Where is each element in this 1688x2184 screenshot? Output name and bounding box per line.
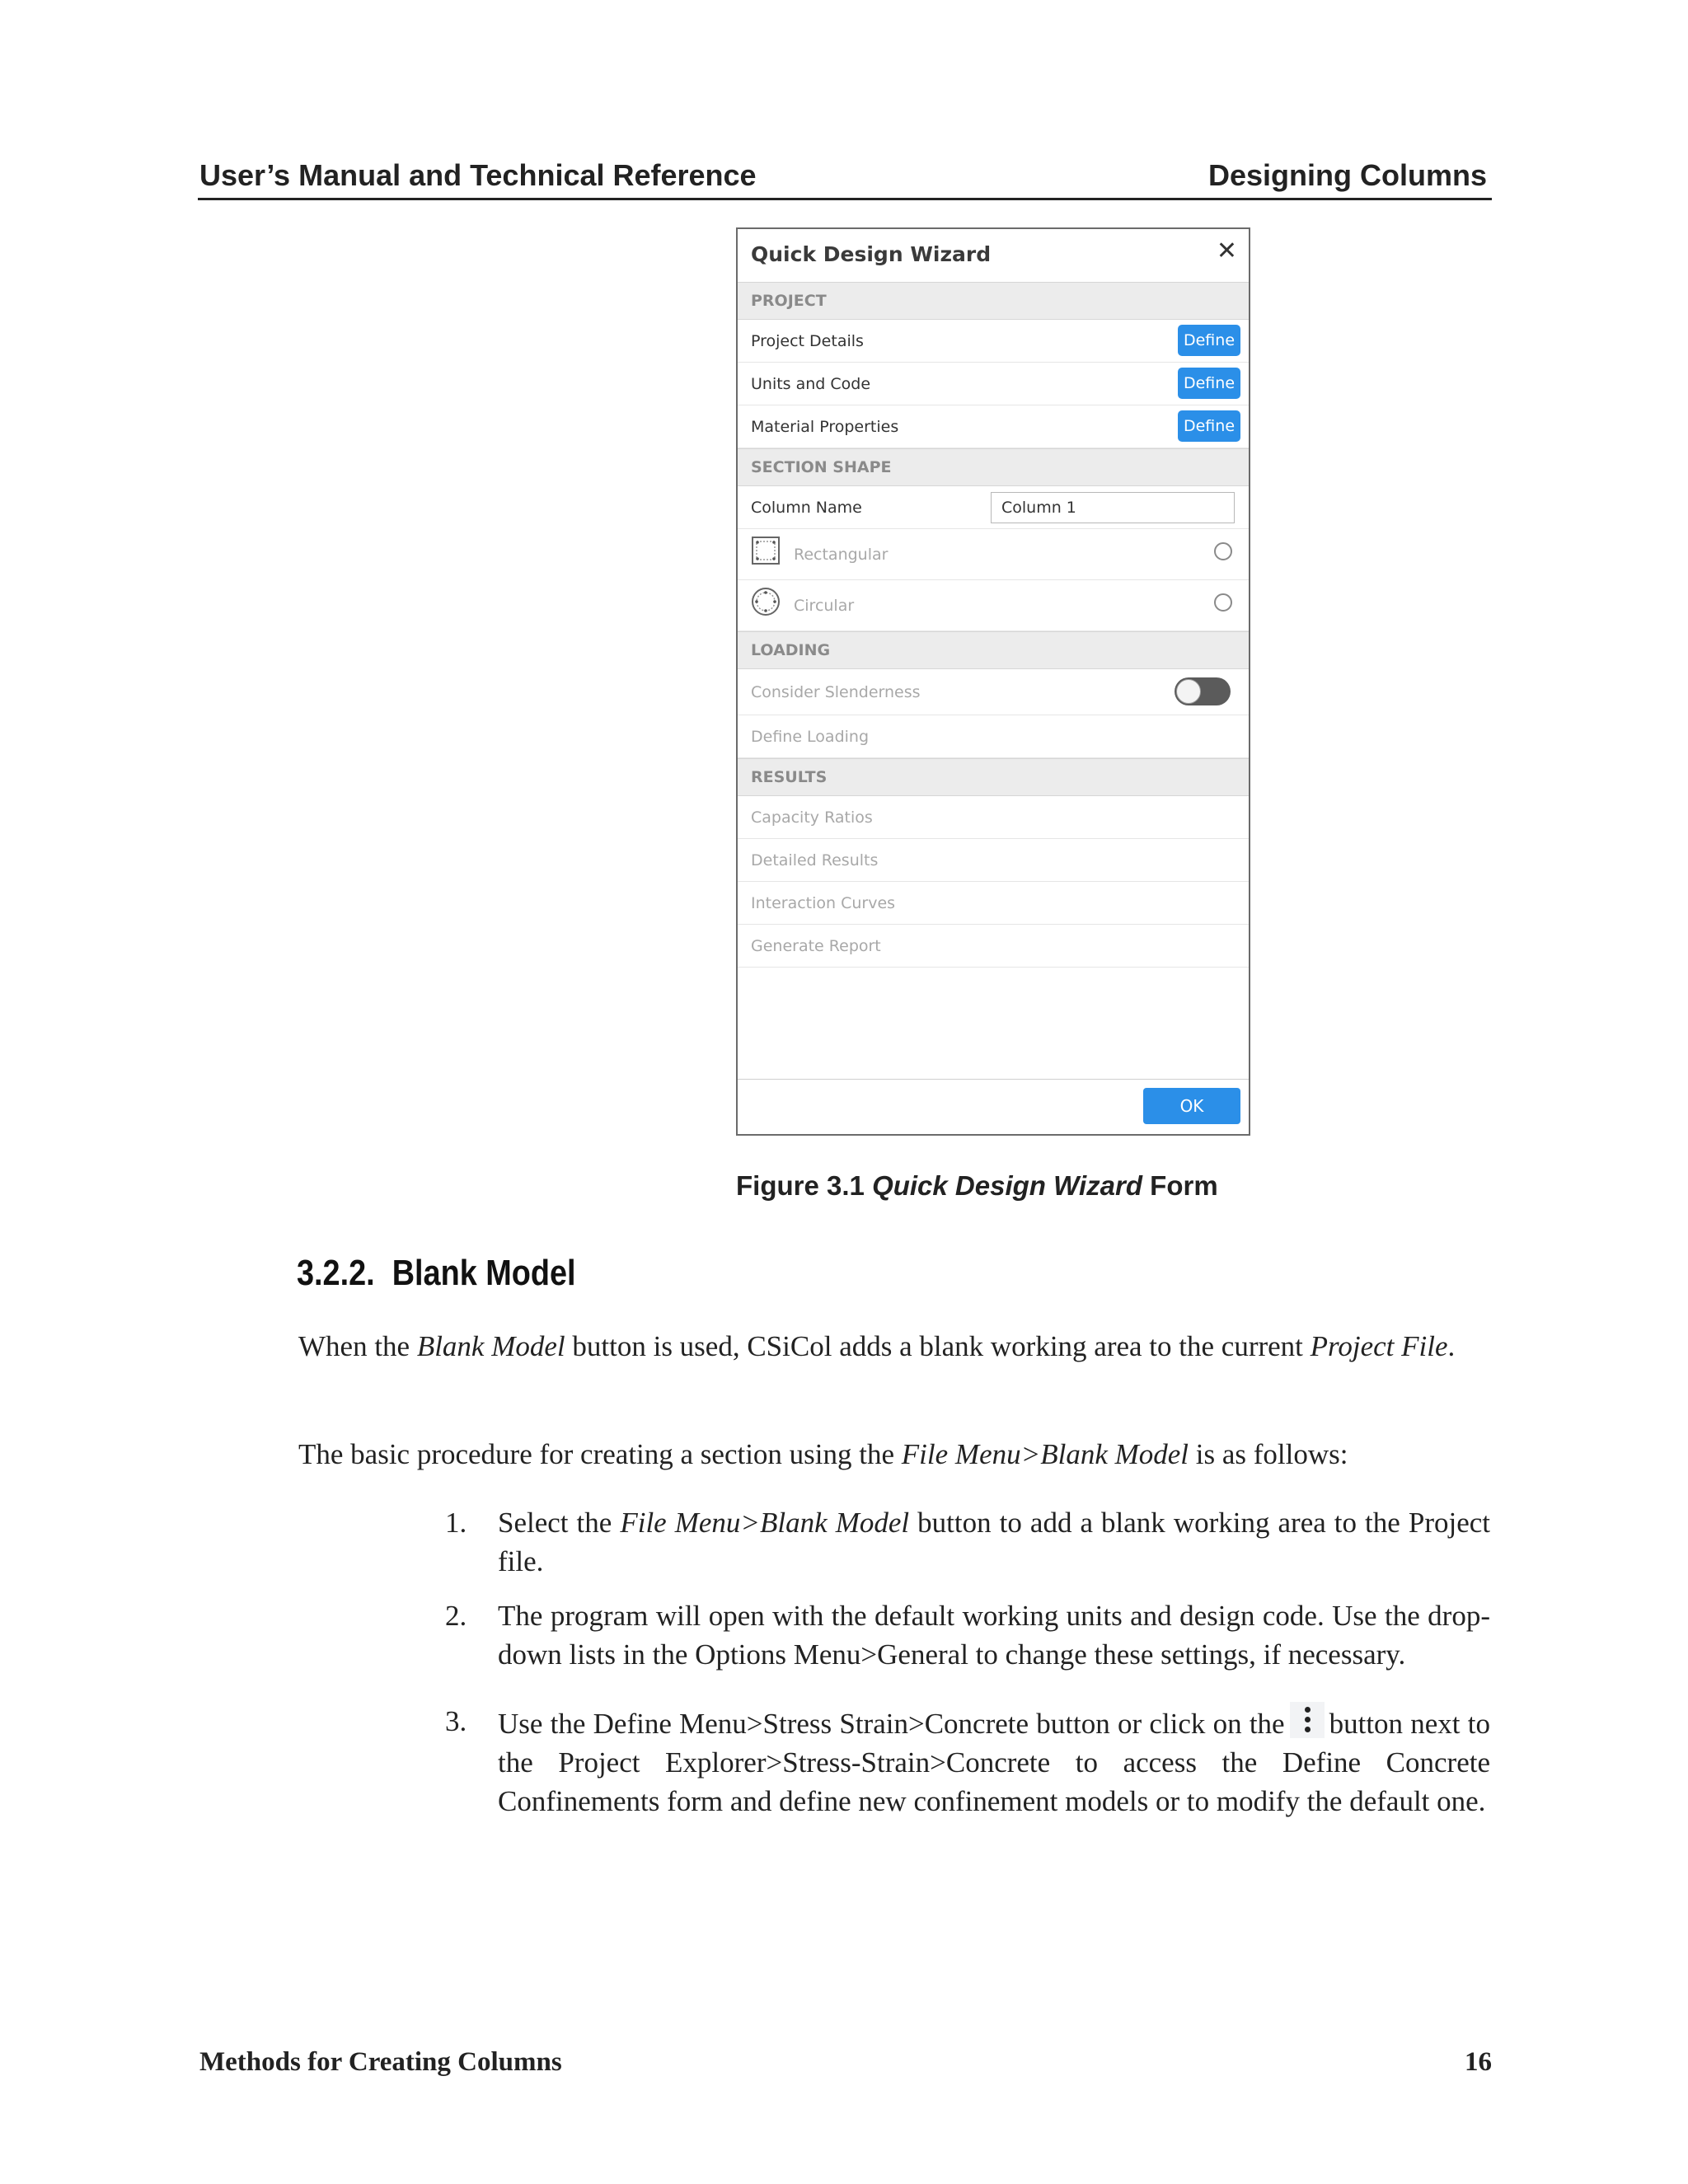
row-label: Consider Slenderness [751,683,921,701]
section-header-results [738,758,1249,796]
paragraph-procedure [298,1435,1490,1474]
manual-title: User’s Manual and Technical Reference [199,158,757,192]
section-header-label: PROJECT [751,292,827,310]
text-run-italic: Blank Model [416,1330,565,1362]
page-footer [199,2047,1492,2078]
text-run: button is used, CSiCol adds a blank working area to the current [565,1330,1311,1362]
list-item [445,1596,1490,1674]
circular-section-icon [751,587,781,616]
section-header-label: SECTION SHAPE [751,458,892,476]
text-run: The basic procedure for creating a section using the [298,1438,902,1470]
page-header [198,155,1492,200]
section-header-section-shape [738,448,1249,486]
close-icon[interactable]: ✕ [1216,237,1237,265]
row-consider-slenderness [738,669,1249,715]
row-material-properties [738,405,1249,448]
section-heading [297,1253,576,1294]
text-run: button to add a blank working area to the Project file. [498,1507,1490,1577]
section-header-label: LOADING [751,641,831,659]
row-detailed-results[interactable] [738,839,1249,882]
row-rectangular[interactable] [738,529,1249,580]
text-run-italic: File Menu>Blank Model [901,1438,1189,1470]
ok-button[interactable]: OK [1143,1088,1240,1124]
list-item [445,1702,1490,1821]
define-project-details-button[interactable]: Define [1178,325,1240,356]
section-header-loading [738,631,1249,669]
text-run-italic: Project File [1310,1330,1448,1362]
row-units-and-code [738,363,1249,405]
row-project-details [738,320,1249,363]
row-interaction-curves[interactable] [738,882,1249,925]
row-label: Capacity Ratios [751,808,873,827]
slenderness-toggle[interactable] [1175,677,1231,705]
caption-italic: Quick Design Wizard [872,1170,1142,1201]
text-run: is as follows: [1189,1438,1348,1470]
row-label: Rectangular [794,546,889,564]
row-label: Interaction Curves [751,894,896,912]
row-label: Material Properties [751,418,899,436]
text-run: Use the Define Menu>Stress Strain>Concrete button or click on the [498,1708,1285,1740]
step-list [445,1503,1490,1821]
section-number: 3.2.2. [297,1253,375,1293]
dialog-titlebar [738,229,1249,282]
row-label: Generate Report [751,937,881,955]
text-run: . [1447,1330,1456,1362]
quick-design-wizard-dialog [736,227,1250,1136]
rectangular-radio[interactable] [1214,542,1232,560]
row-label: Define Loading [751,728,870,746]
text-run: button next to the Project Explorer>Stress-Strain>Concrete to access the Define Concrete Confinements form and define new confinement models or to modify the default one. [498,1708,1490,1817]
row-define-loading[interactable] [738,715,1249,758]
list-item [445,1503,1490,1581]
text-run: The program will open with the default working units and design code. Use the drop-down lists in the Options Menu>General to change these settings, if necessary. [498,1600,1490,1671]
row-capacity-ratios[interactable] [738,796,1249,839]
define-material-properties-button[interactable]: Define [1178,410,1240,442]
chapter-title: Designing Columns [1207,158,1487,192]
step-number: 3. [445,1705,467,1737]
section-title: Blank Model [392,1253,576,1293]
circular-radio[interactable] [1214,593,1232,612]
section-header-project [738,282,1249,320]
text-run: Select the [498,1507,621,1539]
step-number: 1. [445,1507,467,1539]
page-number: 16 [1465,2047,1492,2077]
caption-prefix: Figure 3.1 [736,1170,865,1201]
rectangular-section-icon [751,536,781,565]
row-generate-report[interactable] [738,925,1249,968]
kebab-menu-icon [1290,1702,1325,1738]
row-label: Project Details [751,332,864,350]
row-column-name [738,486,1249,529]
caption-suffix: Form [1150,1170,1218,1201]
row-label: Circular [794,597,855,615]
step-number: 2. [445,1600,467,1632]
row-label: Column Name [751,499,862,517]
row-circular[interactable] [738,580,1249,631]
dialog-title: Quick Design Wizard [751,242,992,266]
paragraph-intro [298,1327,1490,1366]
text-run: When the [298,1330,417,1362]
dialog-footer [738,1079,1249,1134]
row-label: Detailed Results [751,851,879,869]
footer-section: Methods for Creating Columns [199,2047,562,2077]
define-units-and-code-button[interactable]: Define [1178,368,1240,399]
figure-caption [736,1170,1218,1202]
section-header-label: RESULTS [751,768,828,786]
text-run-italic: File Menu>Blank Model [620,1507,910,1539]
row-label: Units and Code [751,375,871,393]
column-name-input[interactable] [991,492,1235,523]
